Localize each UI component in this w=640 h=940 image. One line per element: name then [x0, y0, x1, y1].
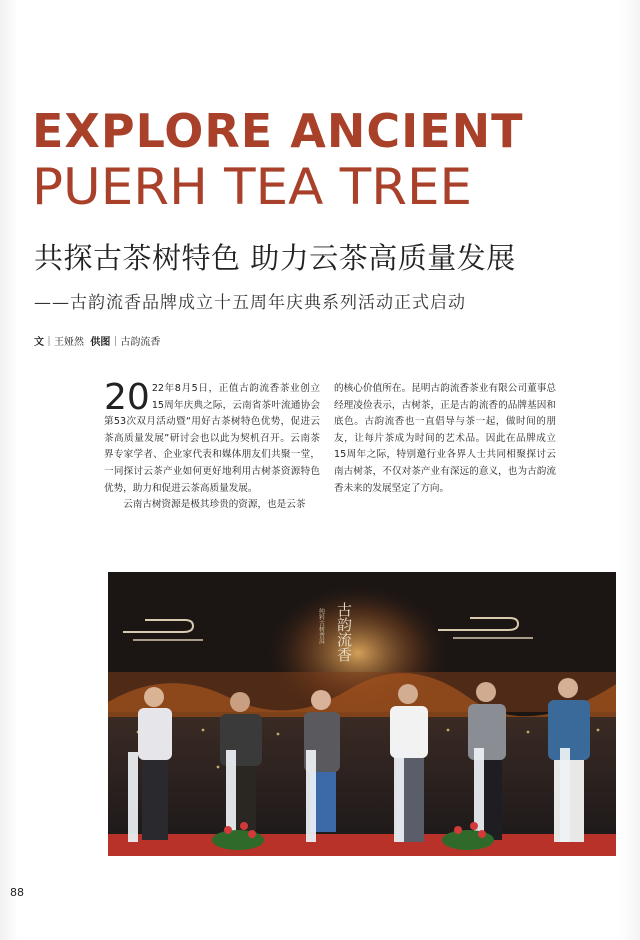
headline-chinese: 共探古茶树特色 助力云茶高质量发展 [34, 241, 516, 275]
byline-separator: ｜ [110, 337, 121, 348]
article-paragraph: 的核心价值所在。昆明古韵流香茶业有限公司董事总经理凌俭表示，古树茶，正是古韵流香的品牌基因和底色。古韵流香也一直倡导与茶一起，做时间的朋友，让每片茶成为时间的艺术品。因此在品牌成立15周年之际，特别邀行业各界人士共同相聚探讨云南古树茶，不仅对茶产业有深远的意义，也为古韵流香未来的发展坚定了方向。 [334, 383, 556, 494]
screen-brand-text: 古韵流香 [335, 602, 353, 662]
screen-tagline-text: 纯料古树普洱 [317, 608, 325, 644]
byline-photo-label: 供图 [90, 337, 111, 348]
headline-english-line-2: PUERH TEA TREE [32, 158, 473, 216]
ceremony-photo-illustration [108, 572, 616, 856]
byline-photo-source: 古韵流香 [120, 337, 161, 348]
article-paragraph: 云南古树资源是极其珍贵的资源，也是云茶 [123, 499, 306, 511]
byline [34, 333, 160, 348]
article-column-right [334, 381, 556, 497]
subheadline: ——古韵流香品牌成立十五周年庆典系列活动正式启动 [34, 293, 466, 313]
article-column-left [104, 377, 320, 514]
byline-text-label: 文 [34, 337, 44, 348]
byline-author: 王娅然 [54, 337, 84, 348]
article-paragraph [104, 377, 320, 497]
headline-english-line-1: EXPLORE ANCIENT [32, 104, 524, 158]
ceremony-photo [108, 572, 616, 856]
byline-separator: ｜ [44, 337, 54, 348]
paragraph-text: 22年8月5日，正值古韵流香茶业创立15周年庆典之际，云南省茶叶流通协会第53次双月活动暨“用好古茶树特色优势，促进云茶高质量发展”研讨会也以此为契机召开。云南茶界专家学者、企业家代表和媒体朋友们共聚一堂，一同探讨云茶产业如何更好地利用古树茶资源特色优势，助力和促进云茶高质量发展。 [104, 383, 320, 494]
page-number: 88 [10, 886, 24, 899]
dropcap: 20 [104, 377, 150, 418]
